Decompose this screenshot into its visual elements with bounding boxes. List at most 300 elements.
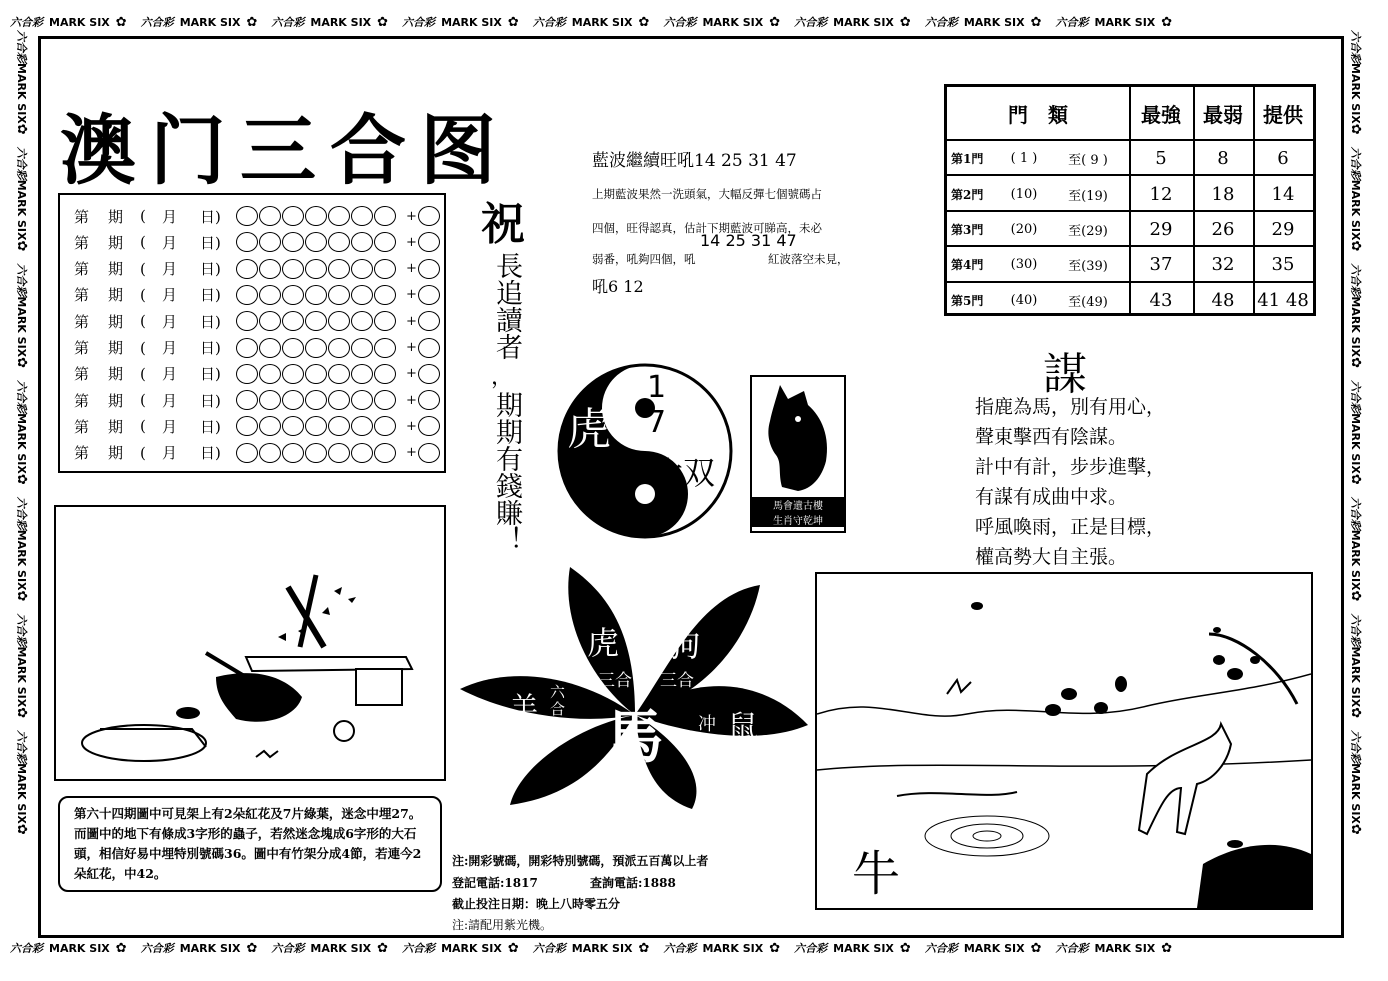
number-circle bbox=[282, 443, 304, 463]
period-box bbox=[58, 193, 446, 473]
number-circle bbox=[305, 416, 327, 436]
poem-line: 權高勢大自主張。 bbox=[975, 546, 1128, 568]
number-circle bbox=[236, 285, 258, 305]
flower-icon: ✿ bbox=[1161, 940, 1173, 956]
flower-icon: ✿ bbox=[769, 14, 781, 30]
plus-sign: + bbox=[406, 445, 417, 461]
border-brand-cn: 六合彩 bbox=[15, 146, 28, 180]
number-circle bbox=[236, 338, 258, 358]
special-number-circle bbox=[418, 390, 440, 410]
period-qi: 期 bbox=[108, 233, 124, 252]
number-circle bbox=[351, 443, 373, 463]
border-brand-cn: 六合彩 bbox=[140, 16, 174, 29]
footer-line-2b: 查詢電話:1888 bbox=[590, 876, 676, 890]
period-yue: 月 bbox=[162, 417, 178, 436]
strong-value: 37 bbox=[1149, 254, 1173, 276]
number-circle bbox=[351, 338, 373, 358]
table-header-cell: 最強 bbox=[1141, 102, 1181, 127]
border-brand-cn: 六合彩 bbox=[271, 16, 305, 29]
period-yue: 月 bbox=[162, 233, 178, 252]
greeting bbox=[473, 188, 533, 553]
footer-line-2a: 登記電話:1817 bbox=[452, 876, 538, 890]
period-row bbox=[60, 256, 444, 282]
border-unit bbox=[794, 14, 911, 30]
mou-poem bbox=[975, 392, 1165, 572]
number-circle bbox=[305, 443, 327, 463]
period-qi: 期 bbox=[108, 391, 124, 410]
border-unit bbox=[925, 940, 1042, 956]
number-circle bbox=[259, 338, 281, 358]
blue-wave-para4: 吼6 12 bbox=[592, 277, 644, 296]
number-circle bbox=[282, 390, 304, 410]
flower-icon: ✿ bbox=[1030, 940, 1042, 956]
border-unit bbox=[141, 940, 258, 956]
period-di: 第 bbox=[74, 365, 90, 384]
period-ri: 日) bbox=[200, 207, 221, 226]
provide-value: 35 bbox=[1271, 254, 1295, 276]
border-unit bbox=[1348, 497, 1364, 602]
period-paren: ( bbox=[140, 259, 146, 278]
period-di: 第 bbox=[74, 260, 90, 279]
period-row bbox=[60, 387, 444, 413]
border-unit bbox=[663, 940, 780, 956]
period-di: 第 bbox=[74, 391, 90, 410]
period-ri: 日) bbox=[200, 233, 221, 252]
poem-line: 計中有計，步步進擊， bbox=[975, 456, 1166, 478]
special-number-circle bbox=[418, 338, 440, 358]
yinyang-tiger: 虎 bbox=[567, 404, 611, 455]
border-brand-en: MARK SIX bbox=[1349, 63, 1362, 124]
border-brand-en: MARK SIX bbox=[15, 529, 28, 591]
border-unit bbox=[1348, 263, 1364, 368]
door-from: ( 1 ) bbox=[1010, 151, 1038, 167]
number-circles bbox=[236, 232, 396, 252]
number-circle bbox=[374, 259, 396, 279]
border-unit bbox=[1056, 940, 1173, 956]
period-paren: ( bbox=[140, 417, 146, 436]
period-yue: 月 bbox=[162, 312, 178, 331]
flower-icon: ✿ bbox=[377, 940, 389, 956]
flower-icon: ✿ bbox=[507, 940, 519, 956]
period-ri: 日) bbox=[200, 339, 221, 357]
number-circle bbox=[305, 390, 327, 410]
period-qi: 期 bbox=[108, 339, 124, 357]
flower-icon: ✿ bbox=[507, 14, 519, 30]
door-label: 第3門 bbox=[951, 222, 984, 237]
period-qi: 期 bbox=[108, 312, 124, 331]
poem-line: 聲東擊西有陰謀。 bbox=[975, 426, 1128, 448]
border-brand-cn: 六合彩 bbox=[1349, 146, 1362, 180]
border-brand-cn: 六合彩 bbox=[15, 613, 28, 647]
border-brand-en: MARK SIX bbox=[15, 413, 28, 474]
border-brand-cn: 六合彩 bbox=[1349, 380, 1362, 414]
border-brand-cn: 六合彩 bbox=[794, 16, 828, 29]
table-column-divider bbox=[1253, 87, 1255, 313]
plus-sign: + bbox=[406, 234, 417, 250]
weak-value: 18 bbox=[1211, 183, 1235, 205]
border-brand-cn: 六合彩 bbox=[532, 16, 566, 29]
door-to: 至( 9 ) bbox=[1068, 153, 1108, 169]
door-label: 第1門 bbox=[951, 152, 984, 167]
greeting-line1: 長追讀者 bbox=[491, 252, 522, 360]
border-brand-cn: 六合彩 bbox=[924, 942, 958, 955]
period-ri: 日) bbox=[200, 312, 221, 331]
border-brand-cn: 六合彩 bbox=[663, 16, 697, 29]
period-ri: 日) bbox=[200, 391, 221, 410]
number-circle bbox=[236, 311, 258, 331]
number-circles bbox=[236, 364, 396, 384]
flower-icon: ✿ bbox=[1161, 14, 1173, 30]
plus-sign: + bbox=[406, 392, 417, 408]
period-di: 第 bbox=[74, 312, 90, 331]
table-header-cell: 提供 bbox=[1263, 102, 1303, 127]
period-qi: 期 bbox=[108, 444, 124, 463]
number-circle bbox=[328, 311, 350, 331]
door-from: (20) bbox=[1010, 221, 1038, 237]
period-paren: ( bbox=[140, 233, 146, 252]
border-brand-cn: 六合彩 bbox=[15, 730, 28, 764]
border-unit bbox=[14, 30, 30, 135]
period-qi: 期 bbox=[108, 286, 124, 305]
border-brand-cn: 六合彩 bbox=[1349, 613, 1362, 647]
number-circle bbox=[259, 259, 281, 279]
number-circle bbox=[305, 259, 327, 279]
note-text: 第六十四期圖中可見架上有2朵紅花及7片綠葉，迷念中埋27。而圖中的地下有條成3字形的蟲子，若然迷念塊成6字形的大石頭，相信好易中埋特別號碼36。圖中有竹架分成4節，若連今2朵紅花，中42。 bbox=[74, 806, 422, 881]
period-ri: 日) bbox=[200, 444, 221, 463]
period-ri: 日) bbox=[200, 260, 221, 279]
number-circle bbox=[282, 232, 304, 252]
flower-icon: ✿ bbox=[115, 940, 127, 956]
provide-value: 41 48 bbox=[1257, 289, 1309, 311]
border-brand-cn: 六合彩 bbox=[402, 942, 436, 955]
illustration-left bbox=[54, 505, 446, 781]
flower-icon: ✿ bbox=[899, 940, 911, 956]
note-box bbox=[58, 796, 442, 892]
border-brand-cn: 六合彩 bbox=[10, 16, 43, 29]
border-brand-en: MARK SIX bbox=[833, 15, 894, 29]
flower-icon: ✿ bbox=[1348, 357, 1363, 369]
provide-value: 29 bbox=[1271, 218, 1295, 240]
flower-icon: ✿ bbox=[246, 940, 258, 956]
flower-sanhe-2: 三合 bbox=[660, 671, 694, 691]
border-brand-en: MARK SIX bbox=[1349, 646, 1362, 708]
flower-icon: ✿ bbox=[14, 123, 29, 135]
door-to: 至(49) bbox=[1068, 294, 1108, 310]
number-circles bbox=[236, 259, 396, 279]
blue-wave-para1: 上期藍波果然一洗頭氣，大幅反彈七個號碼占 bbox=[592, 187, 822, 201]
number-circle bbox=[259, 364, 281, 384]
number-circle bbox=[259, 311, 281, 331]
left-border-strip bbox=[14, 30, 32, 940]
border-unit bbox=[794, 940, 911, 956]
plus-sign: + bbox=[406, 287, 417, 303]
border-unit bbox=[402, 940, 519, 956]
border-brand-en: MARK SIX bbox=[49, 941, 110, 955]
number-circle bbox=[374, 338, 396, 358]
flower-icon: ✿ bbox=[1348, 707, 1363, 719]
number-circle bbox=[259, 232, 281, 252]
blue-wave-para3-tail: 紅波落空未見， bbox=[768, 252, 849, 266]
number-circle bbox=[236, 364, 258, 384]
door-label: 第4門 bbox=[951, 258, 984, 273]
plus-sign: + bbox=[406, 208, 417, 224]
period-qi: 期 bbox=[108, 417, 124, 436]
blue-wave-para2: 四個，旺得認真，估計下期藍波可睇高，未必 bbox=[592, 221, 822, 235]
period-row bbox=[60, 203, 444, 229]
number-circle bbox=[282, 338, 304, 358]
number-circle bbox=[236, 443, 258, 463]
number-circles bbox=[236, 285, 396, 305]
number-circle bbox=[351, 416, 373, 436]
flower-icon: ✿ bbox=[14, 823, 29, 835]
border-unit bbox=[1348, 147, 1364, 252]
number-circle bbox=[236, 206, 258, 226]
border-unit bbox=[14, 497, 30, 602]
border-unit bbox=[14, 147, 30, 252]
number-circle bbox=[328, 390, 350, 410]
special-number-circle bbox=[418, 364, 440, 384]
flower-sheep: 羊 bbox=[510, 691, 539, 724]
border-brand-en: MARK SIX bbox=[963, 15, 1025, 29]
border-unit bbox=[14, 730, 30, 835]
table-header-cell: 最弱 bbox=[1203, 102, 1243, 127]
poem-line: 有謀有成曲中求。 bbox=[975, 486, 1128, 508]
flower-sanhe-1: 三合 bbox=[598, 671, 632, 691]
door-to: 至(29) bbox=[1068, 223, 1108, 239]
mou-title: 謀 bbox=[1043, 349, 1087, 400]
poem-line: 呼風喚雨，正是目標， bbox=[975, 516, 1166, 538]
border-brand-cn: 六合彩 bbox=[15, 263, 28, 297]
number-circle bbox=[236, 390, 258, 410]
number-circle bbox=[282, 416, 304, 436]
flower-tiger: 虎 bbox=[587, 624, 620, 662]
special-number-circle bbox=[418, 285, 440, 305]
page-title: 澳门三合图 bbox=[60, 106, 510, 195]
footer-line-4: 注:請配用紫光機。 bbox=[452, 918, 553, 932]
border-unit bbox=[402, 14, 519, 30]
border-brand-en: MARK SIX bbox=[702, 941, 764, 955]
border-brand-cn: 六合彩 bbox=[1055, 942, 1089, 955]
border-brand-en: MARK SIX bbox=[441, 941, 502, 955]
number-circle bbox=[236, 232, 258, 252]
period-row bbox=[60, 308, 444, 334]
door-label: 第2門 bbox=[951, 187, 984, 202]
period-ri: 日) bbox=[200, 365, 221, 384]
strong-value: 5 bbox=[1155, 148, 1167, 170]
number-circle bbox=[305, 206, 327, 226]
flower-liuhe: 六合 bbox=[550, 683, 566, 718]
number-circle bbox=[328, 206, 350, 226]
border-brand-cn: 六合彩 bbox=[15, 30, 28, 63]
border-brand-en: MARK SIX bbox=[15, 63, 28, 124]
number-circle bbox=[374, 311, 396, 331]
period-yue: 月 bbox=[162, 365, 178, 384]
border-unit bbox=[533, 14, 650, 30]
flower-icon: ✿ bbox=[14, 357, 29, 369]
border-unit bbox=[1348, 380, 1364, 485]
special-number-circle bbox=[418, 416, 440, 436]
provide-value: 14 bbox=[1271, 183, 1295, 205]
border-brand-en: MARK SIX bbox=[702, 15, 764, 29]
border-brand-en: MARK SIX bbox=[571, 15, 633, 29]
period-row bbox=[60, 440, 444, 466]
flower-dog: 狗 bbox=[668, 626, 701, 664]
strong-value: 29 bbox=[1149, 218, 1173, 240]
number-circle bbox=[328, 338, 350, 358]
period-di: 第 bbox=[74, 339, 90, 357]
number-circle bbox=[351, 206, 373, 226]
border-brand-en: MARK SIX bbox=[179, 941, 241, 955]
border-brand-en: MARK SIX bbox=[1349, 763, 1362, 824]
border-brand-en: MARK SIX bbox=[49, 15, 110, 29]
door-to: 至(19) bbox=[1068, 188, 1108, 204]
number-circle bbox=[351, 364, 373, 384]
special-number-circle bbox=[418, 259, 440, 279]
strong-value: 43 bbox=[1149, 289, 1173, 311]
flower-icon: ✿ bbox=[1348, 590, 1363, 602]
weak-value: 26 bbox=[1211, 218, 1235, 240]
border-brand-en: MARK SIX bbox=[833, 941, 894, 955]
number-circle bbox=[259, 416, 281, 436]
border-brand-en: MARK SIX bbox=[1094, 15, 1156, 29]
period-di: 第 bbox=[74, 286, 90, 305]
number-circle bbox=[282, 259, 304, 279]
greeting-line2: 期期有錢賺！ bbox=[491, 391, 522, 553]
period-qi: 期 bbox=[108, 365, 124, 384]
blue-wave-para3: 弱番，吼夠四個，吼 bbox=[592, 252, 696, 266]
border-brand-cn: 六合彩 bbox=[10, 942, 43, 955]
border-unit bbox=[1348, 730, 1364, 835]
special-number-circle bbox=[418, 311, 440, 331]
door-label: 第5門 bbox=[951, 293, 984, 308]
number-circle bbox=[305, 285, 327, 305]
right-border-strip bbox=[1348, 30, 1366, 940]
weak-value: 48 bbox=[1211, 289, 1235, 311]
border-brand-en: MARK SIX bbox=[15, 763, 28, 824]
number-circle bbox=[374, 206, 396, 226]
flower-icon: ✿ bbox=[246, 14, 258, 30]
flower-icon: ✿ bbox=[14, 590, 29, 602]
border-unit bbox=[10, 14, 127, 30]
horse-card-caption-2: 生肖守乾坤 bbox=[752, 512, 844, 527]
border-unit bbox=[14, 263, 30, 368]
border-brand-cn: 六合彩 bbox=[1055, 16, 1089, 29]
period-paren: ( bbox=[140, 364, 146, 383]
horse-card bbox=[750, 375, 846, 533]
period-yue: 月 bbox=[162, 260, 178, 279]
number-circle bbox=[374, 232, 396, 252]
period-row bbox=[60, 282, 444, 308]
period-row bbox=[60, 335, 444, 361]
border-unit bbox=[1348, 613, 1364, 718]
greeting-comma: ， bbox=[491, 365, 514, 390]
border-brand-cn: 六合彩 bbox=[140, 942, 174, 955]
border-brand-en: MARK SIX bbox=[441, 15, 502, 29]
flower-icon: ✿ bbox=[1348, 123, 1363, 135]
border-unit bbox=[14, 613, 30, 718]
table-column-divider bbox=[1129, 87, 1131, 313]
plus-sign: + bbox=[406, 261, 417, 277]
period-paren: ( bbox=[140, 391, 146, 410]
horse-card-caption-1: 馬會遺古樓 bbox=[752, 497, 844, 512]
period-row bbox=[60, 229, 444, 255]
flower-icon: ✿ bbox=[14, 707, 29, 719]
special-number-circle bbox=[418, 206, 440, 226]
number-circle bbox=[351, 285, 373, 305]
period-row bbox=[60, 413, 444, 439]
number-circle bbox=[328, 259, 350, 279]
flower-icon: ✿ bbox=[115, 14, 127, 30]
border-brand-cn: 六合彩 bbox=[271, 942, 305, 955]
number-circle bbox=[328, 364, 350, 384]
number-circle bbox=[305, 232, 327, 252]
border-brand-en: MARK SIX bbox=[1349, 413, 1362, 474]
period-qi: 期 bbox=[108, 260, 124, 279]
number-circle bbox=[282, 311, 304, 331]
number-circle bbox=[328, 443, 350, 463]
border-brand-cn: 六合彩 bbox=[402, 16, 436, 29]
flower-icon: ✿ bbox=[638, 940, 650, 956]
border-unit bbox=[271, 940, 388, 956]
period-di: 第 bbox=[74, 233, 90, 252]
special-number-circle bbox=[418, 443, 440, 463]
flower-icon: ✿ bbox=[1030, 14, 1042, 30]
yinyang-big-double: 大双 bbox=[651, 454, 716, 492]
yinyang-num1: 1 bbox=[647, 370, 667, 405]
number-circle bbox=[374, 416, 396, 436]
flower-chong: 冲 bbox=[698, 714, 716, 735]
period-di: 第 bbox=[74, 444, 90, 463]
footer-line-3: 截止投注日期：晚上八時零五分 bbox=[452, 897, 621, 911]
period-ri: 日) bbox=[200, 286, 221, 305]
flower-rat: 鼠 bbox=[728, 710, 758, 745]
period-yue: 月 bbox=[162, 286, 178, 305]
border-unit bbox=[663, 14, 780, 30]
period-paren: ( bbox=[140, 443, 146, 462]
border-brand-en: MARK SIX bbox=[15, 646, 28, 708]
flower-icon: ✿ bbox=[1348, 240, 1363, 252]
border-brand-en: MARK SIX bbox=[310, 941, 372, 955]
number-circle bbox=[328, 232, 350, 252]
border-brand-cn: 六合彩 bbox=[532, 942, 566, 955]
border-brand-en: MARK SIX bbox=[1349, 179, 1362, 241]
number-circle bbox=[351, 311, 373, 331]
table-column-divider bbox=[1193, 87, 1195, 313]
number-circle bbox=[282, 285, 304, 305]
plus-sign: + bbox=[406, 418, 417, 434]
top-border-strip bbox=[10, 12, 1350, 32]
number-circle bbox=[259, 285, 281, 305]
blue-wave-overlay-numbers: 14 25 31 47 bbox=[700, 231, 797, 250]
number-circle bbox=[282, 206, 304, 226]
flower-icon: ✿ bbox=[14, 240, 29, 252]
border-unit bbox=[14, 380, 30, 485]
flower-icon: ✿ bbox=[1348, 473, 1363, 485]
border-unit bbox=[141, 14, 258, 30]
border-unit bbox=[925, 14, 1042, 30]
border-unit bbox=[533, 940, 650, 956]
number-circles bbox=[236, 338, 396, 358]
number-circle bbox=[236, 416, 258, 436]
border-brand-en: MARK SIX bbox=[179, 15, 241, 29]
border-brand-cn: 六合彩 bbox=[1349, 730, 1362, 764]
border-brand-en: MARK SIX bbox=[310, 15, 372, 29]
number-circle bbox=[282, 364, 304, 384]
period-yue: 月 bbox=[162, 207, 178, 226]
number-circle bbox=[351, 259, 373, 279]
border-brand-en: MARK SIX bbox=[1094, 941, 1156, 955]
number-circle bbox=[259, 390, 281, 410]
